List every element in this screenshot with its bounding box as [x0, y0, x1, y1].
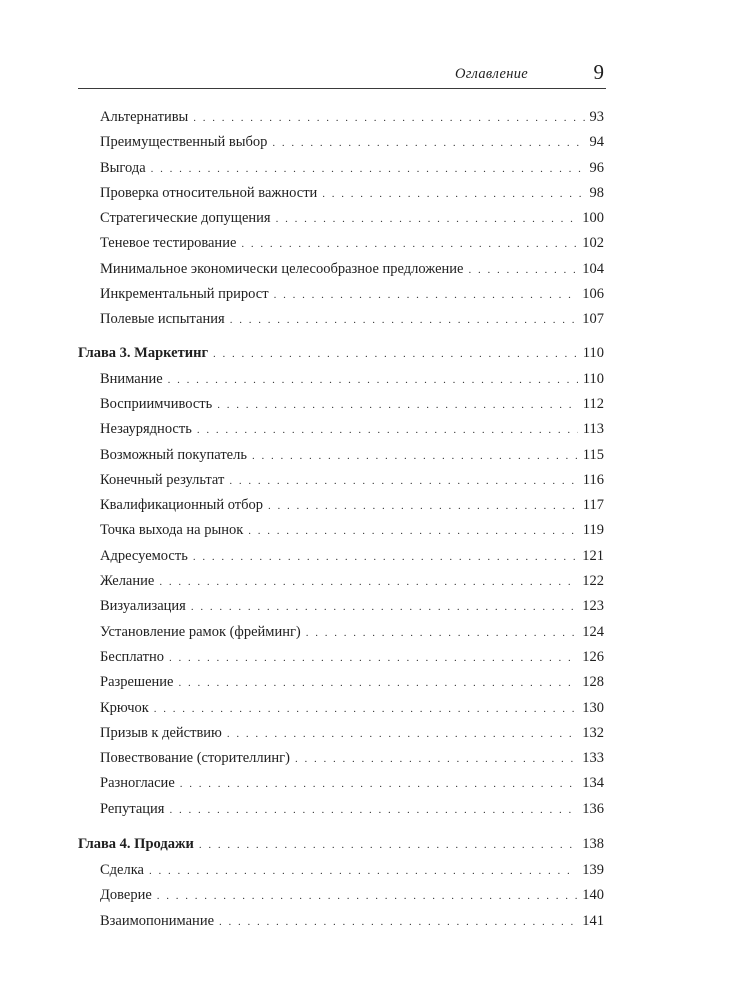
toc-entry[interactable] [78, 367, 604, 392]
toc-entry-page: 117 [582, 497, 604, 514]
dot-leader [169, 646, 577, 671]
dot-leader [193, 106, 584, 131]
toc-chapter-4[interactable] [78, 832, 604, 858]
toc-entry[interactable] [78, 105, 604, 130]
toc-entry[interactable] [78, 181, 604, 206]
toc-entry-title: Возможный покупатель [100, 446, 247, 463]
dot-leader [191, 595, 577, 620]
toc-entry-page: 100 [582, 210, 604, 227]
toc-entry-page: 104 [582, 260, 604, 277]
toc-entry-page: 124 [582, 623, 604, 640]
dot-leader [306, 621, 578, 646]
toc-entry[interactable] [78, 746, 604, 771]
dot-leader [274, 283, 578, 308]
toc-entry[interactable] [78, 282, 604, 307]
toc-entry-page: 93 [589, 109, 604, 125]
toc-entry[interactable] [78, 569, 604, 594]
toc-entry-page: 115 [582, 446, 604, 463]
table-of-contents [78, 105, 604, 934]
toc-chapter-page: 110 [582, 344, 604, 361]
toc-entry-title: Разногласие [100, 775, 175, 792]
dot-leader [159, 570, 577, 595]
toc-entry-page: 141 [582, 912, 604, 929]
dot-leader [248, 519, 578, 544]
toc-entry-title: Альтернативы [100, 109, 189, 125]
toc-entry-title: Точка выхода на рынок [100, 522, 244, 539]
toc-entry-title: Восприимчивость [100, 395, 213, 412]
dot-leader [199, 833, 577, 858]
toc-entry-title: Стратегические допущения [100, 210, 271, 227]
toc-entry-title: Инкрементальный прирост [100, 286, 269, 303]
toc-entry[interactable] [78, 257, 604, 282]
dot-leader [197, 418, 578, 443]
dot-leader [252, 444, 578, 469]
running-header [78, 60, 606, 89]
toc-entry-title: Минимальное экономически целесообразное предложение [100, 260, 464, 277]
toc-group-1 [78, 105, 604, 333]
toc-entry-title: Визуализация [100, 598, 186, 615]
toc-entry-title: Незаурядность [100, 421, 192, 438]
toc-entry-page: 139 [582, 862, 604, 879]
toc-entry-title: Желание [100, 573, 155, 590]
toc-entry[interactable] [78, 130, 604, 155]
toc-entry[interactable] [78, 909, 604, 934]
toc-entry-page: 102 [582, 235, 604, 252]
dot-leader [241, 232, 577, 257]
dot-leader [213, 342, 578, 367]
toc-entry[interactable] [78, 392, 604, 417]
dot-leader [229, 469, 577, 494]
toc-chapter-3[interactable] [78, 341, 604, 367]
dot-leader [227, 722, 577, 747]
toc-entry-page: 106 [582, 286, 604, 303]
toc-group-3 [78, 858, 604, 934]
toc-entry[interactable] [78, 670, 604, 695]
toc-entry-title: Выгода [100, 159, 146, 176]
toc-entry-title: Полевые испытания [100, 311, 225, 328]
toc-entry-page: 126 [582, 648, 604, 665]
toc-entry-title: Сделка [100, 862, 144, 879]
toc-entry[interactable] [78, 518, 604, 543]
toc-entry[interactable] [78, 493, 604, 518]
dot-leader [180, 772, 577, 797]
toc-entry-title: Бесплатно [100, 648, 164, 665]
toc-entry-title: Внимание [100, 370, 163, 387]
toc-entry[interactable] [78, 858, 604, 883]
toc-entry-title: Преимущественный выбор [100, 134, 268, 151]
header-title: Оглавление [455, 66, 528, 82]
toc-entry-title: Адресуемость [100, 547, 188, 564]
toc-entry[interactable] [78, 307, 604, 332]
toc-entry-page: 123 [582, 598, 604, 615]
dot-leader [169, 798, 577, 823]
toc-entry-page: 133 [582, 750, 604, 767]
dot-leader [295, 747, 577, 772]
toc-entry-page: 107 [582, 311, 604, 328]
toc-entry-page: 113 [582, 421, 604, 438]
toc-entry-page: 110 [582, 370, 604, 387]
toc-entry-page: 121 [582, 547, 604, 564]
toc-entry[interactable] [78, 594, 604, 619]
toc-entry-title: Проверка относительной важности [100, 184, 318, 201]
toc-entry-title: Призыв к действию [100, 724, 222, 741]
dot-leader [149, 859, 577, 884]
toc-entry[interactable] [78, 544, 604, 569]
toc-entry-page: 94 [589, 134, 604, 151]
toc-entry-page: 140 [582, 887, 604, 904]
dot-leader [157, 884, 577, 909]
toc-entry[interactable] [78, 721, 604, 746]
page-number: 9 [593, 60, 604, 84]
toc-entry[interactable] [78, 696, 604, 721]
toc-chapter-title: Глава 4. Продажи [78, 836, 194, 853]
toc-entry[interactable] [78, 206, 604, 231]
dot-leader [219, 910, 577, 935]
dot-leader [322, 182, 584, 207]
toc-entry-title: Установление рамок (фрейминг) [100, 623, 301, 640]
dot-leader [178, 671, 577, 696]
toc-entry-title: Повествование (сторителлинг) [100, 750, 290, 767]
toc-entry-page: 128 [582, 674, 604, 691]
dot-leader [276, 207, 578, 232]
toc-chapter-title: Глава 3. Маркетинг [78, 344, 209, 361]
toc-entry-title: Теневое тестирование [100, 235, 237, 252]
toc-entry-title: Конечный результат [100, 471, 225, 488]
toc-entry-title: Репутация [100, 800, 165, 817]
toc-entry-title: Взаимопонимание [100, 912, 215, 929]
toc-entry-title: Разрешение [100, 674, 174, 691]
dot-leader [154, 697, 577, 722]
toc-group-2 [78, 367, 604, 822]
toc-entry-title: Крючок [100, 699, 149, 716]
dot-leader [151, 157, 585, 182]
toc-entry-page: 98 [589, 184, 604, 201]
toc-entry[interactable] [78, 417, 604, 442]
toc-entry[interactable] [78, 443, 604, 468]
toc-entry-page: 112 [582, 395, 604, 412]
dot-leader [193, 545, 577, 570]
toc-entry[interactable] [78, 231, 604, 256]
toc-entry[interactable] [78, 645, 604, 670]
toc-entry-page: 130 [582, 699, 604, 716]
toc-entry-page: 116 [582, 471, 604, 488]
dot-leader [469, 258, 578, 283]
toc-entry-page: 119 [582, 522, 604, 539]
toc-entry-page: 136 [582, 800, 604, 817]
toc-entry[interactable] [78, 620, 604, 645]
toc-entry-page: 122 [582, 573, 604, 590]
toc-entry[interactable] [78, 797, 604, 822]
dot-leader [168, 368, 578, 393]
toc-entry[interactable] [78, 468, 604, 493]
dot-leader [217, 393, 578, 418]
toc-entry[interactable] [78, 771, 604, 796]
dot-leader [268, 494, 578, 519]
toc-entry-title: Доверие [100, 887, 152, 904]
toc-entry-title: Квалификационный отбор [100, 497, 263, 514]
toc-chapter-page: 138 [582, 836, 604, 853]
toc-entry-page: 132 [582, 724, 604, 741]
toc-entry[interactable] [78, 156, 604, 181]
toc-entry-page: 134 [582, 775, 604, 792]
toc-entry-page: 96 [589, 159, 604, 176]
dot-leader [230, 308, 578, 333]
dot-leader [272, 131, 584, 156]
toc-entry[interactable] [78, 883, 604, 908]
